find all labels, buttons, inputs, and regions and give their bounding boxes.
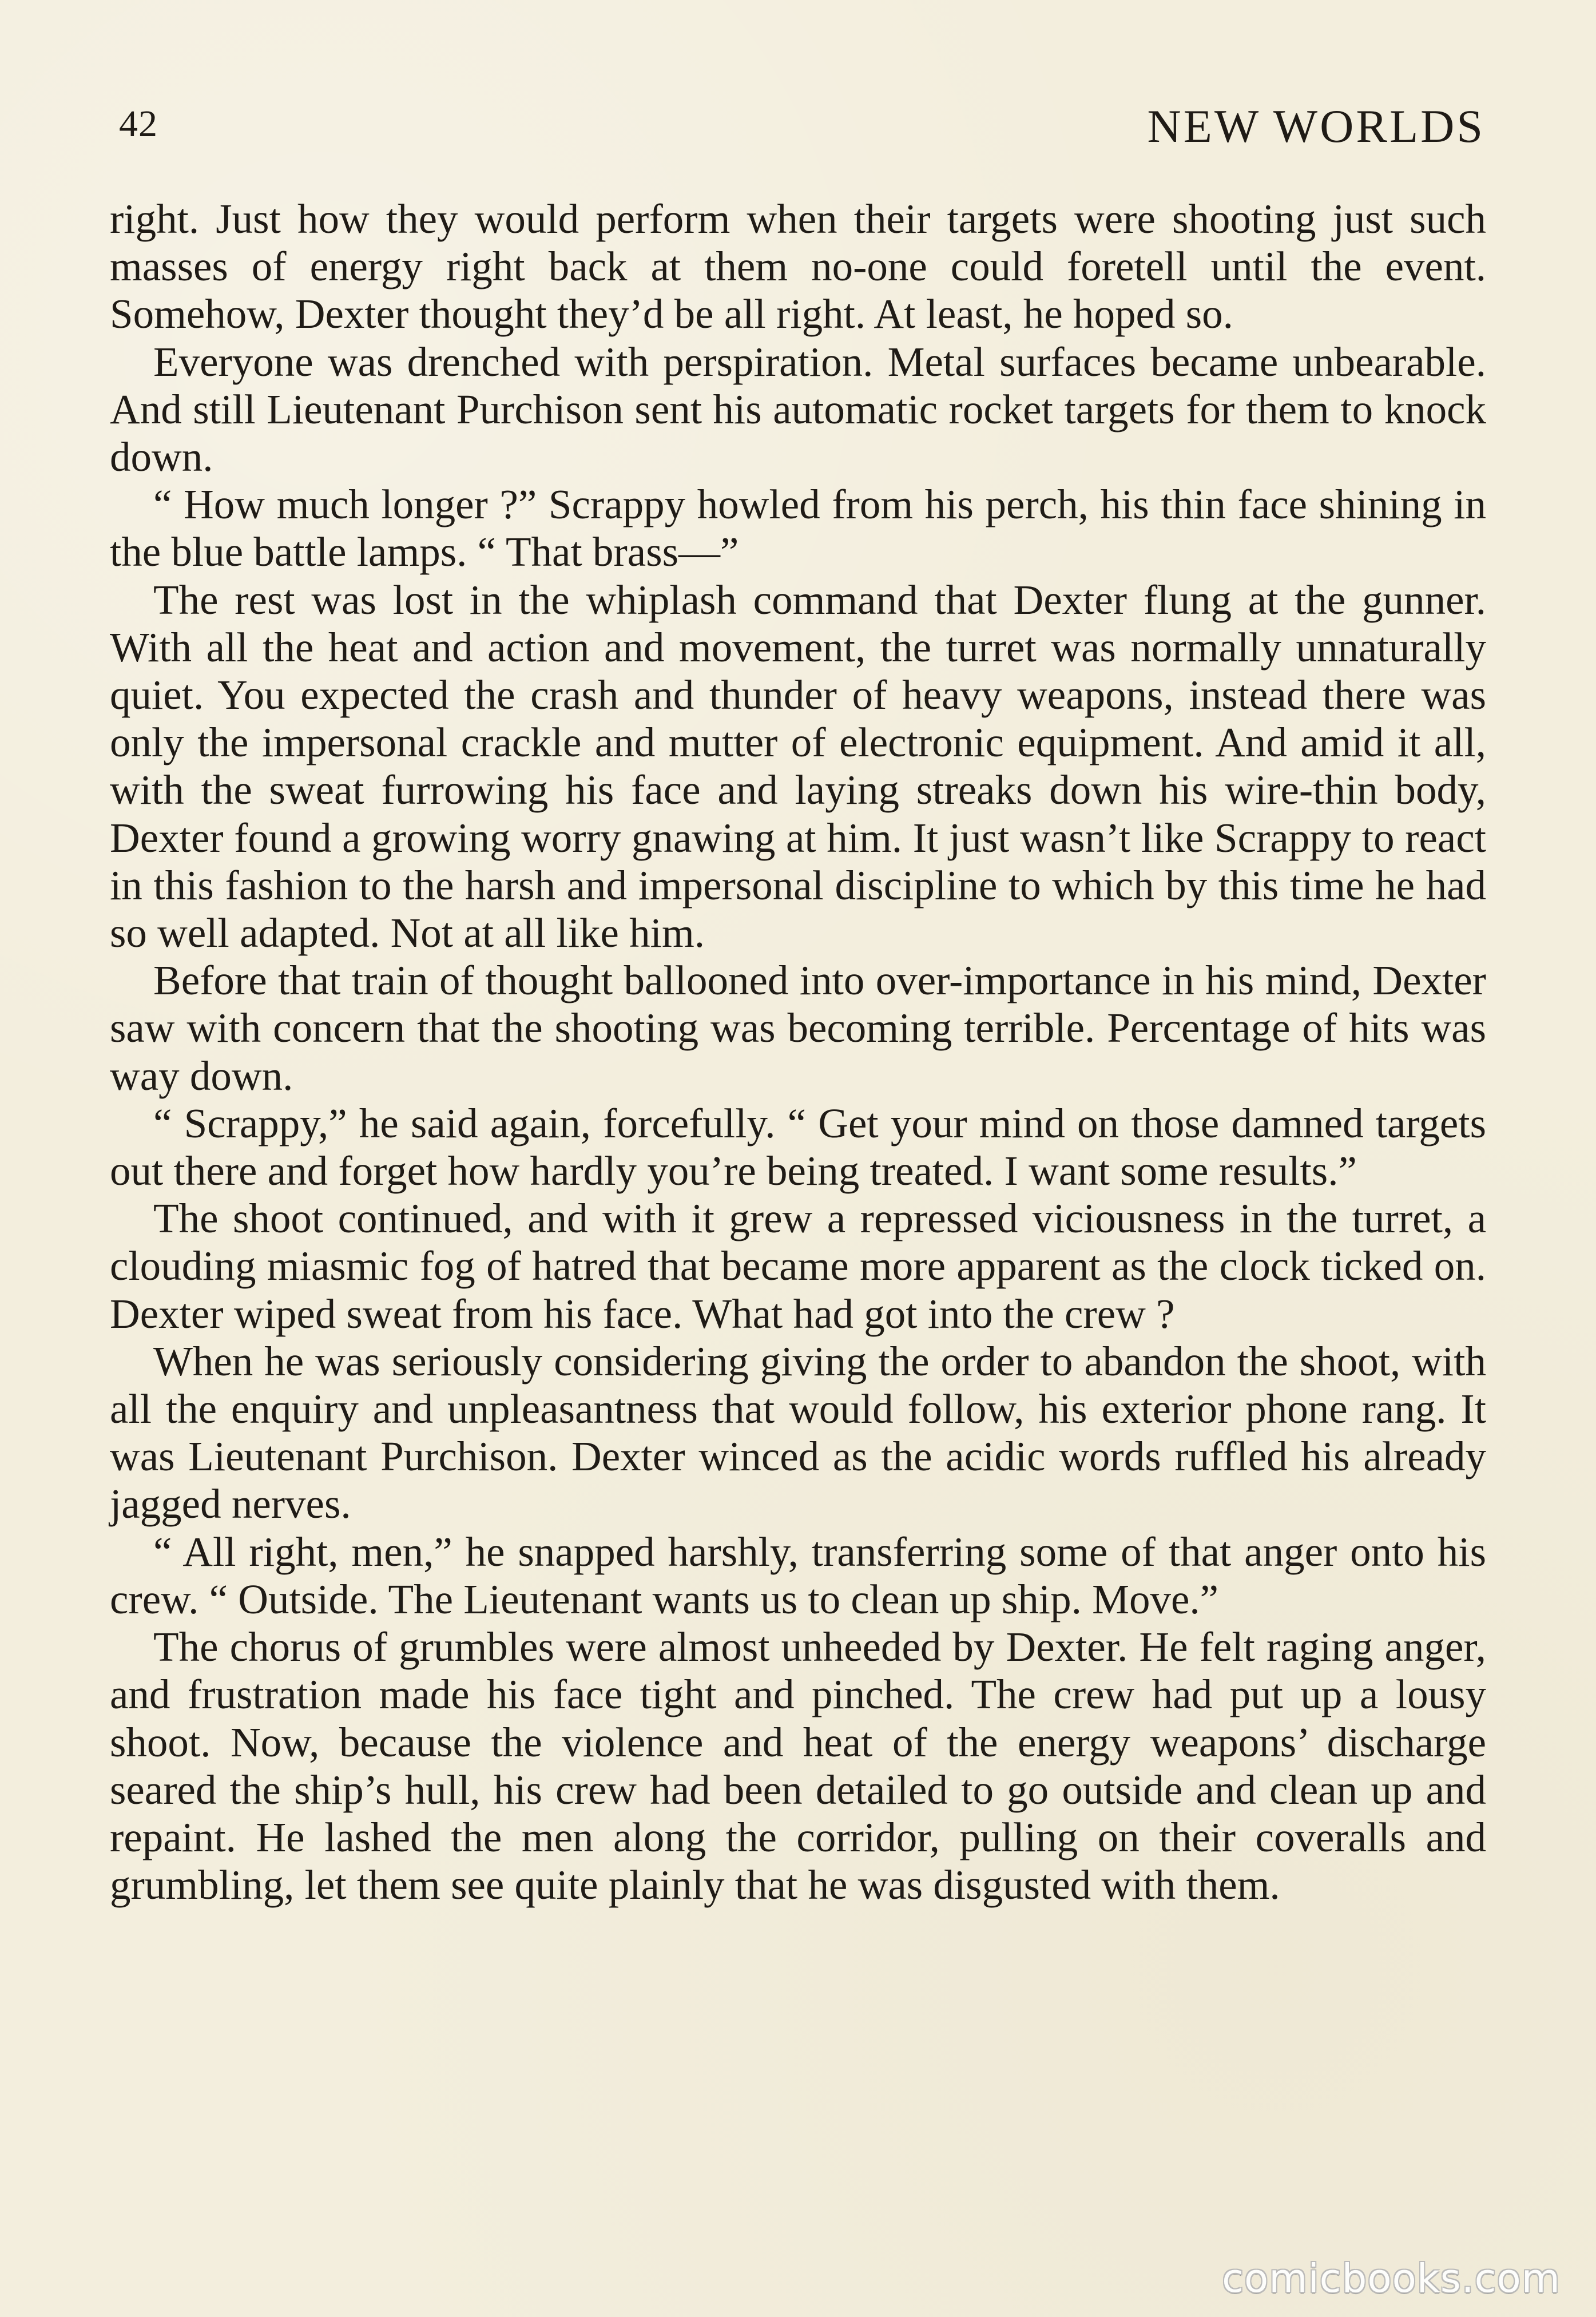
running-title: NEW WORLDS <box>1147 100 1485 152</box>
paragraph-3: “ How much longer ?” Scrappy howled from his perch, his thin face shining in the blue battle lamps. “ That brass—” <box>110 481 1486 576</box>
paragraph-1: right. Just how they would perform when their targets were shooting just such masses of energy right back at them no-one could foretell until the event. Somehow, Dexter thought they’d be all right. At least, he hoped so. <box>110 196 1486 338</box>
paragraph-2: Everyone was drenched with perspiration. Metal surfaces became unbearable. And still Lieutenant Purchison sent his automatic rocket targets for them to knock down. <box>110 338 1486 481</box>
paragraph-5: Before that train of thought ballooned into over-importance in his mind, Dexter saw with concern that the shooting was becoming terrible. Percentage of hits was way down. <box>110 957 1486 1099</box>
paragraph-7: The shoot continued, and with it grew a repressed viciousness in the turret, a clouding miasmic fog of hatred that became more apparent as the clock ticked on. Dexter wiped sweat from his face. What had got into the crew ? <box>110 1195 1486 1337</box>
paragraph-9: “ All right, men,” he snapped harshly, transferring some of that anger onto his crew. “ Outside. The Lieutenant wants us to clean up ship. Move.” <box>110 1528 1486 1622</box>
site-watermark: comicbooks.com <box>1222 2256 1561 2302</box>
page-header <box>119 98 1485 156</box>
paragraph-10: The chorus of grumbles were almost unheeded by Dexter. He felt raging anger, and frustration made his face tight and pinched. The crew had put up a lousy shoot. Now, because the violence and heat of the energy weapons’ discharge seared the ship’s hull, his crew had been detailed to go outside and clean up and repaint. He lashed the men along the corridor, pulling on their coveralls and grumbling, let them see quite plainly that he was disgusted with them. <box>110 1624 1486 1909</box>
story-body <box>110 195 1486 1909</box>
page-number: 42 <box>119 103 158 145</box>
paragraph-6: “ Scrappy,” he said again, forcefully. “ Get your mind on those damned targets out there and forget how hardly you’re being treated. I want some results.” <box>110 1100 1486 1195</box>
paragraph-4: The rest was lost in the whiplash command that Dexter flung at the gunner. With all the heat and action and movement, the turret was normally unnaturally quiet. You expected the crash and thunder of heavy weapons, instead there was only the impersonal crackle and mutter of electronic equipment. And amid it all, with the sweat furrowing his face and laying streaks down his wire-thin body, Dexter found a growing worry gnawing at him. It just wasn’t like Scrappy to react in this fashion to the harsh and impersonal discipline to which by this time he had so well adapted. Not at all like him. <box>110 576 1486 957</box>
paragraph-8: When he was seriously considering giving the order to abandon the shoot, with all the enquiry and unpleasantness that would follow, his exterior phone rang. It was Lieutenant Purchison. Dexter winced as the acidic words ruffled his already jagged nerves. <box>110 1338 1486 1528</box>
